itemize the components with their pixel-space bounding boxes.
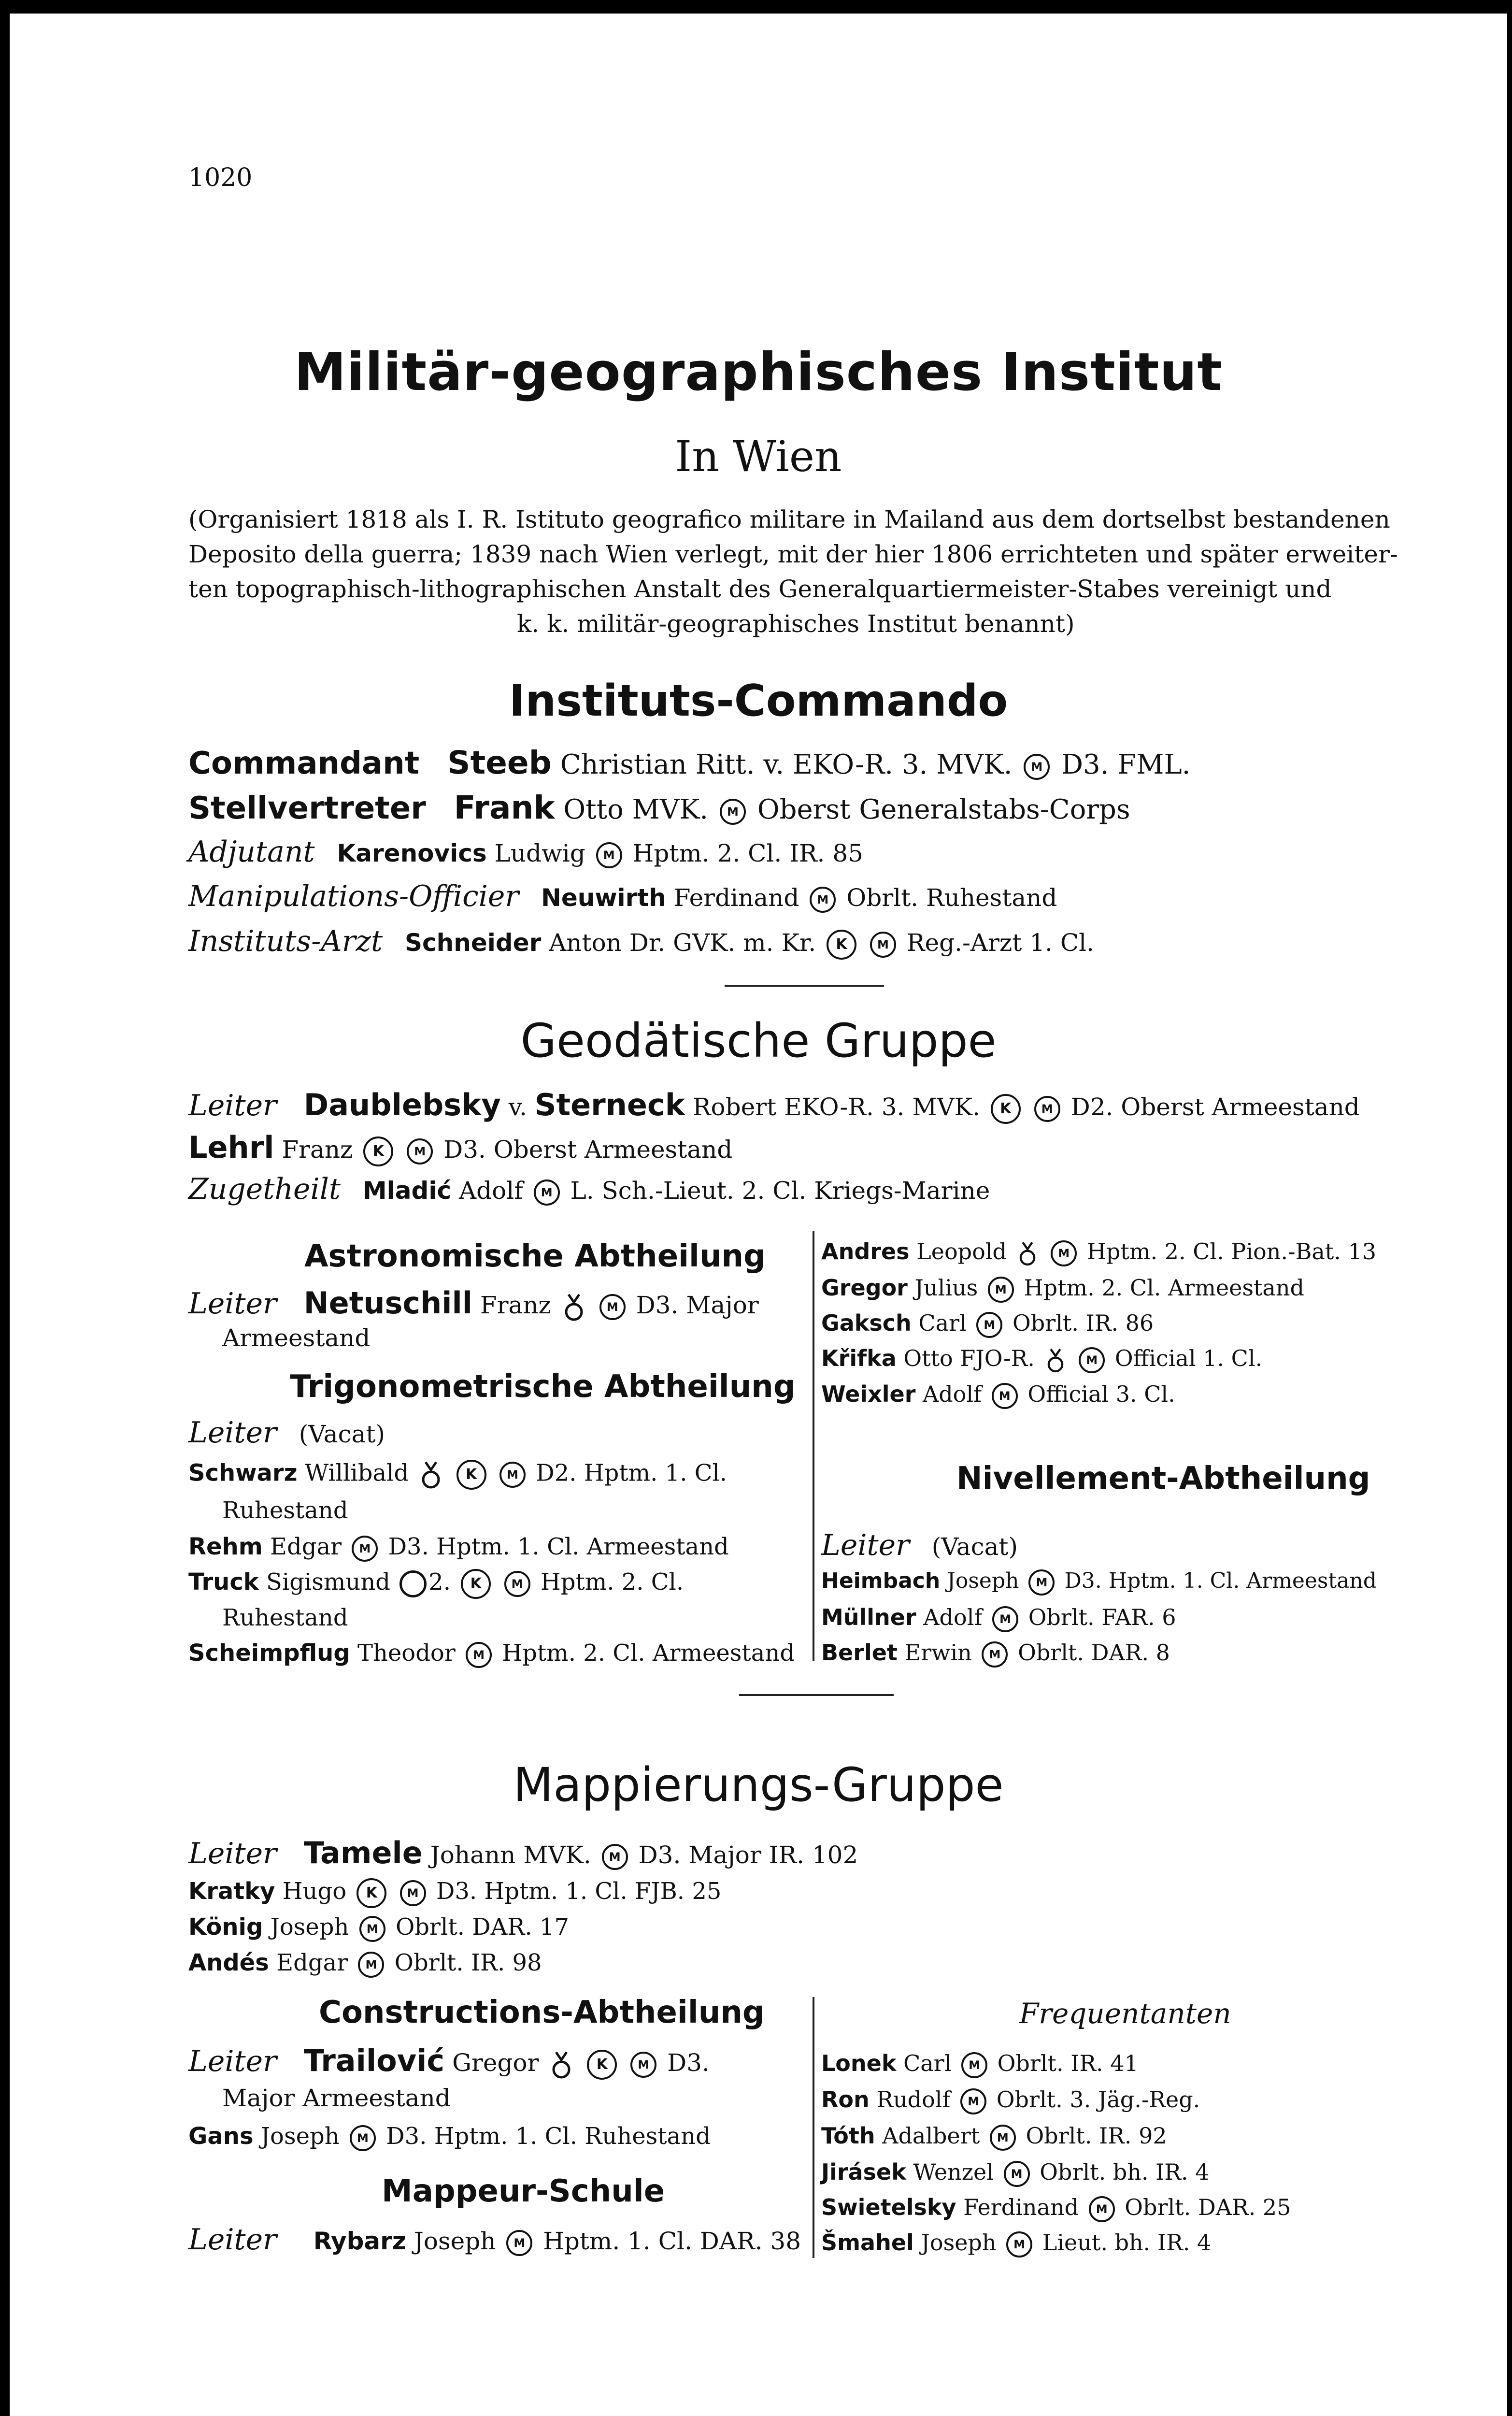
person-detail: Obrlt. IR. 92	[1026, 2123, 1167, 2149]
list-item	[188, 1949, 542, 1978]
medal-m-icon: M	[870, 932, 896, 958]
list-item	[821, 1238, 1376, 1267]
person-detail: Reg.-Arzt 1. Cl.	[906, 929, 1094, 957]
medal-m-icon: M	[1089, 2196, 1115, 2222]
divider	[725, 985, 884, 987]
person-detail: D3. Hptm. 1. Cl. FJB. 25	[436, 1878, 722, 1905]
medal-m-icon: M	[976, 1312, 1002, 1338]
medal-m-icon: M	[992, 1606, 1018, 1632]
person-detail: Obrlt. IR. 41	[997, 2050, 1139, 2076]
person-name: Andres	[821, 1238, 910, 1265]
astronomische-heading: Astronomische Abtheilung	[304, 1238, 766, 1274]
medal-m-icon: M	[1006, 2231, 1032, 2258]
person-detail: D3. Major	[636, 1291, 759, 1319]
person-name: König	[188, 1913, 263, 1941]
medal-m-icon: M	[466, 1642, 492, 1668]
intro-line: (Organisiert 1818 als I. R. Istituto geografico militare in Mailand aus dem dortselbst bestandenen	[188, 505, 1390, 533]
medal-m-icon: M	[596, 842, 622, 868]
person-detail: Wenzel	[913, 2159, 994, 2185]
commandant-row	[188, 744, 1190, 781]
role-label: Leiter	[188, 1416, 277, 1450]
person-detail: Joseph	[270, 1913, 349, 1941]
person-detail: D3.	[667, 2049, 710, 2077]
person-name: Swietelsky	[821, 2194, 956, 2220]
astronomische-leiter-row	[188, 1285, 759, 1323]
person-name: Křifka	[821, 1345, 897, 1371]
scheimpflug-row	[188, 1639, 795, 1668]
person-detail: Franz	[282, 1136, 353, 1164]
person-detail: Gregor	[452, 2049, 539, 2077]
person-name: Lonek	[821, 2050, 897, 2076]
person-detail: Hptm. 1. Cl. DAR. 38	[543, 2227, 801, 2255]
page-subtitle: In Wien	[675, 431, 842, 481]
person-name: Weixler	[821, 1381, 916, 1407]
list-item	[821, 2194, 1291, 2222]
order-ribbon-icon	[562, 1292, 586, 1323]
person-detail: Obrlt. DAR. 8	[1018, 1639, 1170, 1666]
role-label: Leiter	[188, 2223, 277, 2257]
person-name: Tóth	[821, 2123, 875, 2149]
person-detail: D3. Hptm. 1. Cl. Ruhestand	[386, 2123, 711, 2150]
person-detail: Joseph	[921, 2229, 997, 2256]
medal-k-icon: K	[461, 1569, 491, 1599]
person-detail: D3. FML.	[1061, 749, 1191, 780]
person-detail: Obrlt. FAR. 6	[1028, 1604, 1176, 1630]
person-detail: D3. Hptm. 1. Cl. Armeestand	[388, 1533, 729, 1560]
medal-m-icon: M	[961, 2052, 987, 2078]
person-detail: Ferdinand	[963, 2194, 1079, 2220]
mappierung-leiter-row	[188, 1835, 858, 1870]
role-label: Adjutant	[188, 835, 315, 869]
intro-line: Deposito della guerra; 1839 nach Wien verlegt, mit der hier 1806 errichteten und später erweiter-	[188, 540, 1398, 568]
page-number: 1020	[188, 163, 253, 192]
mappierung-heading: Mappierungs-Gruppe	[513, 1758, 1004, 1812]
intro-line: ten topographisch-lithographischen Anstalt des Generalquartiermeister-Stabes vereinigt und	[188, 575, 1332, 603]
medal-m-icon: M	[982, 1641, 1008, 1668]
person-name: Frank	[454, 789, 555, 826]
person-detail: Obrlt. DAR. 17	[395, 1913, 569, 1941]
order-ribbon-icon	[549, 2049, 573, 2080]
medal-m-icon: M	[630, 2052, 656, 2078]
order-ribbon-icon	[1045, 1346, 1066, 1374]
role-label: Commandant	[188, 746, 420, 781]
person-name: Tamele	[303, 1835, 423, 1870]
role-label: Zugetheilt	[188, 1172, 341, 1206]
role-label: Leiter	[821, 1528, 910, 1562]
role-label: Leiter	[188, 2044, 277, 2078]
person-detail: Adolf	[459, 1177, 523, 1205]
list-item	[821, 2086, 1200, 2114]
commando-heading: Instituts-Commando	[509, 676, 1008, 726]
role-label: Stellvertreter	[188, 791, 426, 826]
medal-k-icon: K	[587, 2050, 617, 2080]
person-name: Šmahel	[821, 2229, 914, 2256]
person-detail: D2. Oberst Armeestand	[1070, 1093, 1360, 1121]
vacat-label: (Vacat)	[931, 1533, 1018, 1561]
person-name: Gans	[188, 2123, 254, 2150]
column-divider	[813, 1997, 814, 2258]
person-name: Sterneck	[534, 1087, 685, 1122]
continuation-line: Ruhestand	[222, 1497, 348, 1524]
person-detail: Hugo	[282, 1878, 347, 1905]
person-detail: Official 3. Cl.	[1027, 1381, 1175, 1407]
person-detail: Edgar	[270, 1533, 342, 1560]
person-detail: Ferdinand	[673, 884, 799, 912]
medal-k-icon: K	[827, 930, 856, 960]
person-detail: Obrlt. DAR. 25	[1125, 2194, 1291, 2220]
person-detail: 2.	[428, 1568, 451, 1596]
medal-m-icon: M	[506, 2230, 532, 2256]
person-detail: Leopold	[916, 1238, 1007, 1265]
person-name: Netuschill	[303, 1285, 473, 1321]
person-detail: Sigismund	[266, 1568, 390, 1596]
person-detail: D2. Hptm. 1. Cl.	[536, 1459, 727, 1487]
person-name: Rehm	[188, 1533, 263, 1560]
person-detail: Johann MVK.	[430, 1841, 591, 1869]
document-page	[10, 14, 1507, 2416]
gans-row	[188, 2123, 711, 2151]
medal-m-icon: M	[359, 1916, 385, 1942]
list-item	[821, 2159, 1209, 2187]
medal-m-icon: M	[1028, 1569, 1055, 1596]
person-name: Scheimpflug	[188, 1639, 350, 1667]
person-name: Jirásek	[821, 2159, 906, 2185]
medal-k-icon: K	[357, 1878, 386, 1908]
medal-m-icon: M	[990, 2125, 1016, 2151]
medal-m-icon: M	[1051, 1240, 1077, 1266]
person-detail: v.	[508, 1093, 527, 1121]
person-detail: D3. Hptm. 1. Cl. Armeestand	[1064, 1568, 1377, 1593]
person-detail: Hptm. 2. Cl. Armeestand	[502, 1639, 795, 1667]
constructions-heading: Constructions-Abtheilung	[319, 1995, 765, 2030]
medal-m-icon: M	[504, 1571, 530, 1597]
person-detail: Obrlt. IR. 86	[1013, 1310, 1154, 1336]
person-name: Gaksch	[821, 1310, 912, 1336]
medal-m-icon: M	[810, 887, 836, 913]
medal-m-icon: M	[1079, 1347, 1105, 1373]
person-name: Ron	[821, 2086, 870, 2113]
trigonometrische-heading: Trigonometrische Abtheilung	[290, 1369, 796, 1405]
nivellement-heading: Nivellement-Abtheilung	[956, 1461, 1370, 1496]
person-detail: Anton Dr. GVK. m. Kr.	[549, 929, 816, 957]
person-detail: Adolf	[923, 1381, 982, 1407]
medal-m-icon: M	[602, 1844, 628, 1870]
person-name: Schwarz	[188, 1459, 298, 1487]
medal-k-icon: K	[363, 1136, 393, 1166]
medal-m-icon: M	[599, 1294, 626, 1320]
nivellement-leiter-row	[821, 1528, 1018, 1562]
person-detail: Hptm. 2. Cl. Armeestand	[1024, 1275, 1304, 1301]
person-name: Schneider	[405, 929, 542, 957]
page-title: Militär-geographisches Institut	[294, 342, 1223, 403]
continuation-line: Major Armeestand	[222, 2084, 451, 2112]
medal-k-icon: K	[456, 1460, 486, 1490]
person-detail: Otto FJO-R.	[903, 1345, 1035, 1371]
continuation-line: Armeestand	[222, 1324, 371, 1352]
person-name: Daublebsky	[303, 1087, 501, 1122]
medal-m-icon: M	[1004, 2161, 1030, 2187]
medal-m-icon: M	[358, 1952, 384, 1978]
medal-m-icon: M	[499, 1462, 526, 1488]
lehrl-row	[188, 1130, 732, 1166]
person-detail: Obrlt. Ruhestand	[846, 884, 1057, 912]
arzt-row	[188, 924, 1094, 960]
person-detail: D3. Major IR. 102	[638, 1841, 858, 1869]
role-label: Manipulations-Officier	[188, 879, 519, 913]
trig-leiter-row	[188, 1416, 385, 1450]
person-name: Kratky	[188, 1878, 275, 1905]
list-item	[821, 1639, 1170, 1668]
person-detail: Erwin	[904, 1639, 972, 1666]
medal-m-icon: M	[352, 1536, 378, 1562]
list-item	[821, 1568, 1377, 1596]
ring-order-icon	[399, 1570, 427, 1597]
order-ribbon-icon	[419, 1459, 443, 1490]
list-item	[821, 1310, 1154, 1338]
person-name: Neuwirth	[541, 884, 666, 912]
list-item	[821, 2050, 1139, 2078]
person-detail: Joseph	[947, 1568, 1019, 1593]
person-detail: Hptm. 2. Cl. Pion.-Bat. 13	[1086, 1238, 1377, 1265]
list-item	[821, 1381, 1175, 1409]
medal-m-icon: M	[400, 1880, 426, 1906]
person-detail: Theodor	[357, 1639, 456, 1667]
constructions-leiter-row	[188, 2043, 710, 2080]
medal-m-icon: M	[407, 1138, 433, 1165]
role-label: Instituts-Arzt	[188, 924, 383, 958]
adjutant-row	[188, 835, 863, 869]
geodaetische-leiter-row	[188, 1087, 1360, 1124]
person-detail: Hptm. 2. Cl. IR. 85	[632, 839, 863, 867]
column-divider	[813, 1231, 814, 1661]
person-detail: Obrlt. IR. 98	[394, 1949, 542, 1976]
truck-row	[188, 1568, 684, 1599]
person-detail: L. Sch.-Lieut. 2. Cl. Kriegs-Marine	[570, 1177, 990, 1205]
person-detail: Ludwig	[494, 839, 585, 867]
person-detail: Obrlt. bh. IR. 4	[1040, 2159, 1210, 2185]
person-detail: Otto MVK.	[563, 794, 709, 825]
person-detail: Hptm. 2. Cl.	[540, 1568, 684, 1596]
person-detail: Adalbert	[882, 2123, 980, 2149]
person-detail: Christian Ritt. v. EKO-R. 3. MVK.	[560, 749, 1013, 780]
person-name: Andés	[188, 1949, 269, 1976]
person-name: Trailović	[303, 2043, 445, 2078]
stellvertreter-row	[188, 789, 1130, 826]
role-label: Leiter	[188, 1089, 277, 1122]
person-detail: Joseph	[414, 2227, 496, 2255]
medal-k-icon: K	[991, 1094, 1021, 1124]
geodaetische-heading: Geodätische Gruppe	[520, 1014, 997, 1068]
person-detail: D3. Oberst Armeestand	[443, 1136, 733, 1164]
continuation-line: Ruhestand	[222, 1604, 348, 1631]
list-item	[821, 1604, 1176, 1632]
person-detail: Obrlt. 3. Jäg.-Reg.	[996, 2086, 1200, 2113]
mappeur-heading: Mappeur-Schule	[382, 2173, 665, 2209]
list-item	[821, 2229, 1211, 2258]
medal-m-icon: M	[350, 2125, 376, 2151]
medal-m-icon: M	[960, 2088, 986, 2114]
person-detail: Julius	[914, 1275, 978, 1301]
person-detail: Oberst Generalstabs-Corps	[757, 794, 1130, 825]
person-name: Heimbach	[821, 1568, 941, 1593]
list-item	[821, 1275, 1304, 1303]
medal-m-icon: M	[1034, 1096, 1060, 1122]
role-label: Leiter	[188, 1287, 277, 1321]
list-item	[188, 1913, 569, 1942]
medal-m-icon: M	[992, 1383, 1018, 1409]
person-detail: Willibald	[304, 1459, 409, 1487]
person-name: Mladić	[362, 1177, 452, 1205]
frequentanten-heading: Frequentanten	[1019, 1997, 1231, 2030]
vacat-label: (Vacat)	[299, 1420, 385, 1448]
medal-m-icon: M	[720, 799, 746, 825]
person-detail: Carl	[903, 2050, 952, 2076]
list-item	[821, 2123, 1167, 2151]
list-item	[821, 1345, 1262, 1374]
person-detail: Robert EKO-R. 3. MVK.	[692, 1093, 980, 1121]
person-name: Berlet	[821, 1639, 898, 1666]
rehm-row	[188, 1533, 729, 1562]
person-detail: Franz	[480, 1291, 551, 1319]
divider	[739, 1694, 894, 1696]
list-item	[188, 1878, 721, 1908]
schwarz-row	[188, 1459, 727, 1490]
person-name: Steeb	[447, 744, 552, 781]
person-name: Lehrl	[188, 1130, 274, 1165]
order-ribbon-icon	[1017, 1239, 1038, 1267]
person-detail: Edgar	[276, 1949, 348, 1976]
person-detail: Lieut. bh. IR. 4	[1042, 2229, 1212, 2256]
medal-m-icon: M	[534, 1179, 560, 1206]
person-name: Gregor	[821, 1275, 908, 1301]
person-detail: Rudolf	[876, 2086, 951, 2113]
person-detail: Carl	[918, 1310, 967, 1336]
person-detail: Joseph	[260, 2123, 340, 2150]
medal-m-icon: M	[988, 1277, 1014, 1303]
manipulation-row	[188, 879, 1057, 913]
person-name: Müllner	[821, 1604, 916, 1630]
person-name: Rybarz	[313, 2227, 406, 2255]
intro-line: k. k. militär-geographisches Institut benannt)	[517, 610, 1075, 638]
person-name: Truck	[188, 1568, 259, 1596]
person-detail: Adolf	[923, 1604, 983, 1630]
mappeur-leiter-row	[188, 2223, 801, 2257]
zugetheilt-row	[188, 1172, 990, 1206]
medal-m-icon: M	[1024, 754, 1050, 780]
person-detail: Official 1. Cl.	[1114, 1345, 1263, 1371]
role-label: Leiter	[188, 1837, 277, 1870]
person-name: Karenovics	[337, 839, 487, 867]
